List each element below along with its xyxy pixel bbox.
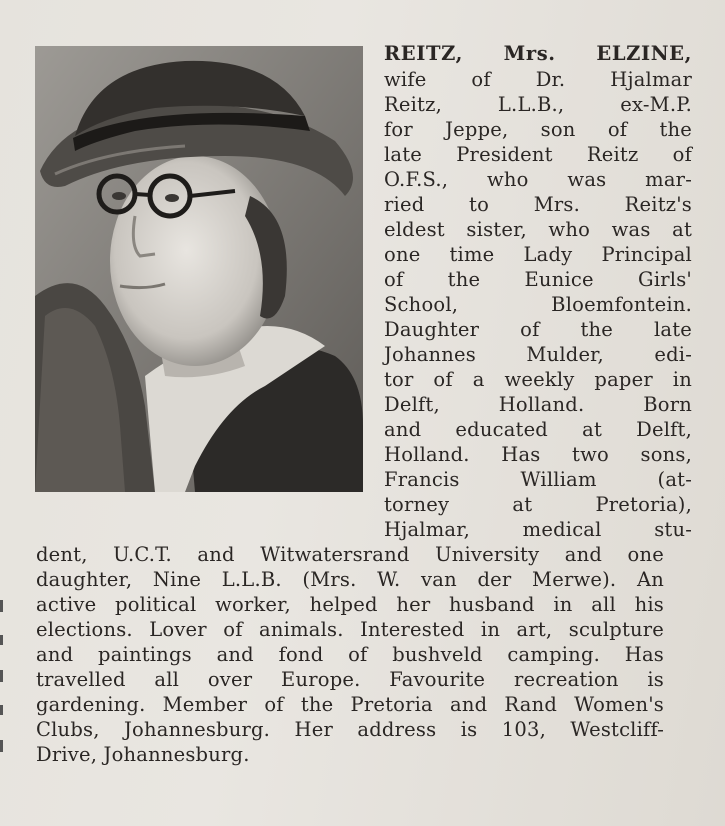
page-edge-marks bbox=[0, 590, 6, 760]
entry-heading: REITZ, Mrs. ELZINE, bbox=[384, 42, 692, 65]
text-line: School, Bloemfontein. bbox=[384, 293, 692, 316]
text-line: Reitz, L.L.B., ex-M.P. bbox=[384, 93, 692, 116]
portrait-image bbox=[35, 46, 363, 492]
text-line: gardening. Member of the Pretoria and Rand Women's bbox=[36, 693, 664, 716]
portrait-photo bbox=[35, 46, 363, 492]
text-line: travelled all over Europe. Favourite recreation is bbox=[36, 668, 664, 691]
text-line: wife of Dr. Hjalmar bbox=[384, 68, 692, 91]
text-line: active political worker, helped her husband in all his bbox=[36, 593, 664, 616]
text-line: Hjalmar, medical stu- bbox=[384, 518, 692, 541]
text-line: dent, U.C.T. and Witwatersrand University and one bbox=[36, 543, 664, 566]
text-line: for Jeppe, son of the bbox=[384, 118, 692, 141]
text-line: and educated at Delft, bbox=[384, 418, 692, 441]
text-line: one time Lady Principal bbox=[384, 243, 692, 266]
text-line: daughter, Nine L.L.B. (Mrs. W. van der Merwe). An bbox=[36, 568, 664, 591]
text-line: late President Reitz of bbox=[384, 143, 692, 166]
text-line: elections. Lover of animals. Interested in art, sculpture bbox=[36, 618, 664, 641]
text-line: tor of a weekly paper in bbox=[384, 368, 692, 391]
text-line: Holland. Has two sons, bbox=[384, 443, 692, 466]
text-line: torney at Pretoria), bbox=[384, 493, 692, 516]
text-line: of the Eunice Girls' bbox=[384, 268, 692, 291]
text-line: Francis William (at- bbox=[384, 468, 692, 491]
text-line: O.F.S., who was mar- bbox=[384, 168, 692, 191]
text-line: Johannes Mulder, edi- bbox=[384, 343, 692, 366]
text-line: Drive, Johannesburg. bbox=[36, 743, 250, 766]
text-line: ried to Mrs. Reitz's bbox=[384, 193, 692, 216]
text-line: Daughter of the late bbox=[384, 318, 692, 341]
text-line: and paintings and fond of bushveld camping. Has bbox=[36, 643, 664, 666]
text-line: Delft, Holland. Born bbox=[384, 393, 692, 416]
text-line: Clubs, Johannesburg. Her address is 103, Westcliff- bbox=[36, 718, 664, 741]
text-line: eldest sister, who was at bbox=[384, 218, 692, 241]
